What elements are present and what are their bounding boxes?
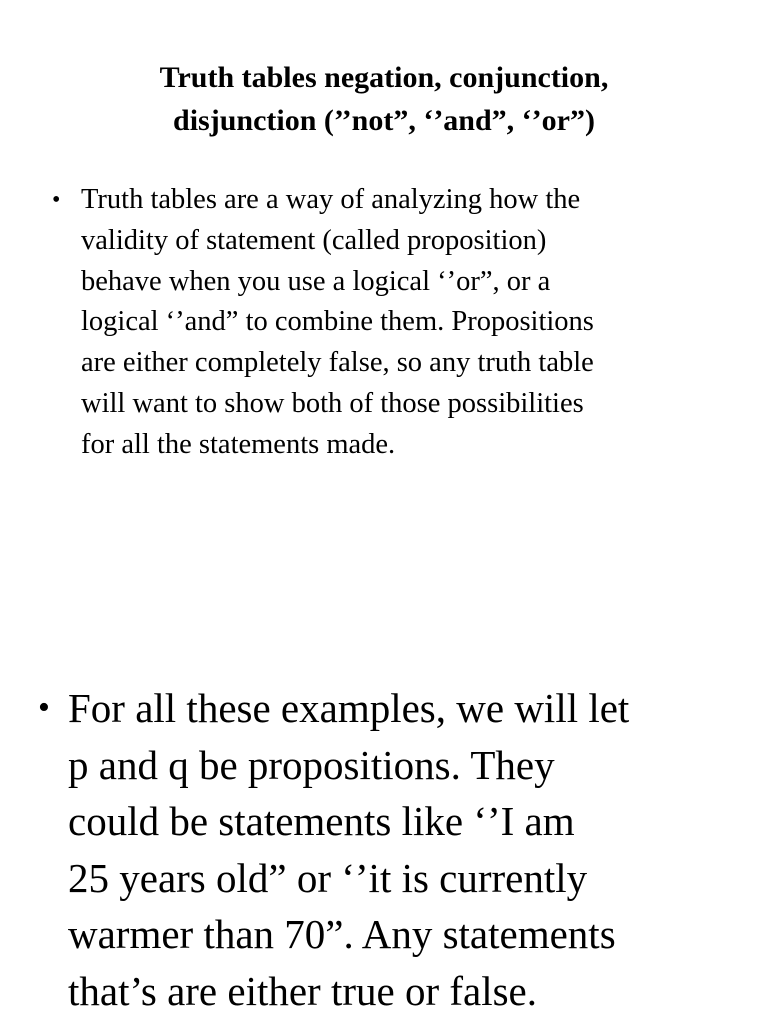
text-line: validity of statement (called proposition) xyxy=(81,224,547,256)
text-line: p and q be propositions. They xyxy=(68,741,555,788)
text-line: 25 years old” or ‘’it is currently xyxy=(68,854,588,901)
bullet-paragraph-examples xyxy=(38,680,738,1020)
text-line: behave when you use a logical ‘’or”, or a xyxy=(81,265,551,297)
text-line: For all these examples, we will let xyxy=(68,685,630,731)
slide-title xyxy=(60,56,708,142)
text-line: Truth tables are a way of analyzing how the xyxy=(81,184,581,215)
text-line: that’s are either true or false. xyxy=(68,967,537,1014)
title-line-1: Truth tables negation, conjunction, xyxy=(159,61,609,94)
bullet-icon: • xyxy=(52,187,61,213)
text-line: will want to show both of those possibilities xyxy=(81,387,584,419)
paragraph-text xyxy=(68,680,738,1020)
title-line-2: disjunction (’’not”, ‘’and”, ‘’or”) xyxy=(173,104,595,137)
text-line: warmer than 70”. Any statements xyxy=(68,911,616,958)
paragraph-text xyxy=(81,180,732,466)
text-line: are either completely false, so any truth table xyxy=(81,347,594,379)
bullet-paragraph-truth-tables xyxy=(52,180,732,466)
text-line: for all the statements made. xyxy=(81,428,396,460)
text-line: logical ‘’and” to combine them. Propositions xyxy=(81,306,594,338)
bullet-icon: • xyxy=(38,689,50,726)
text-line: could be statements like ‘’I am xyxy=(68,798,575,845)
